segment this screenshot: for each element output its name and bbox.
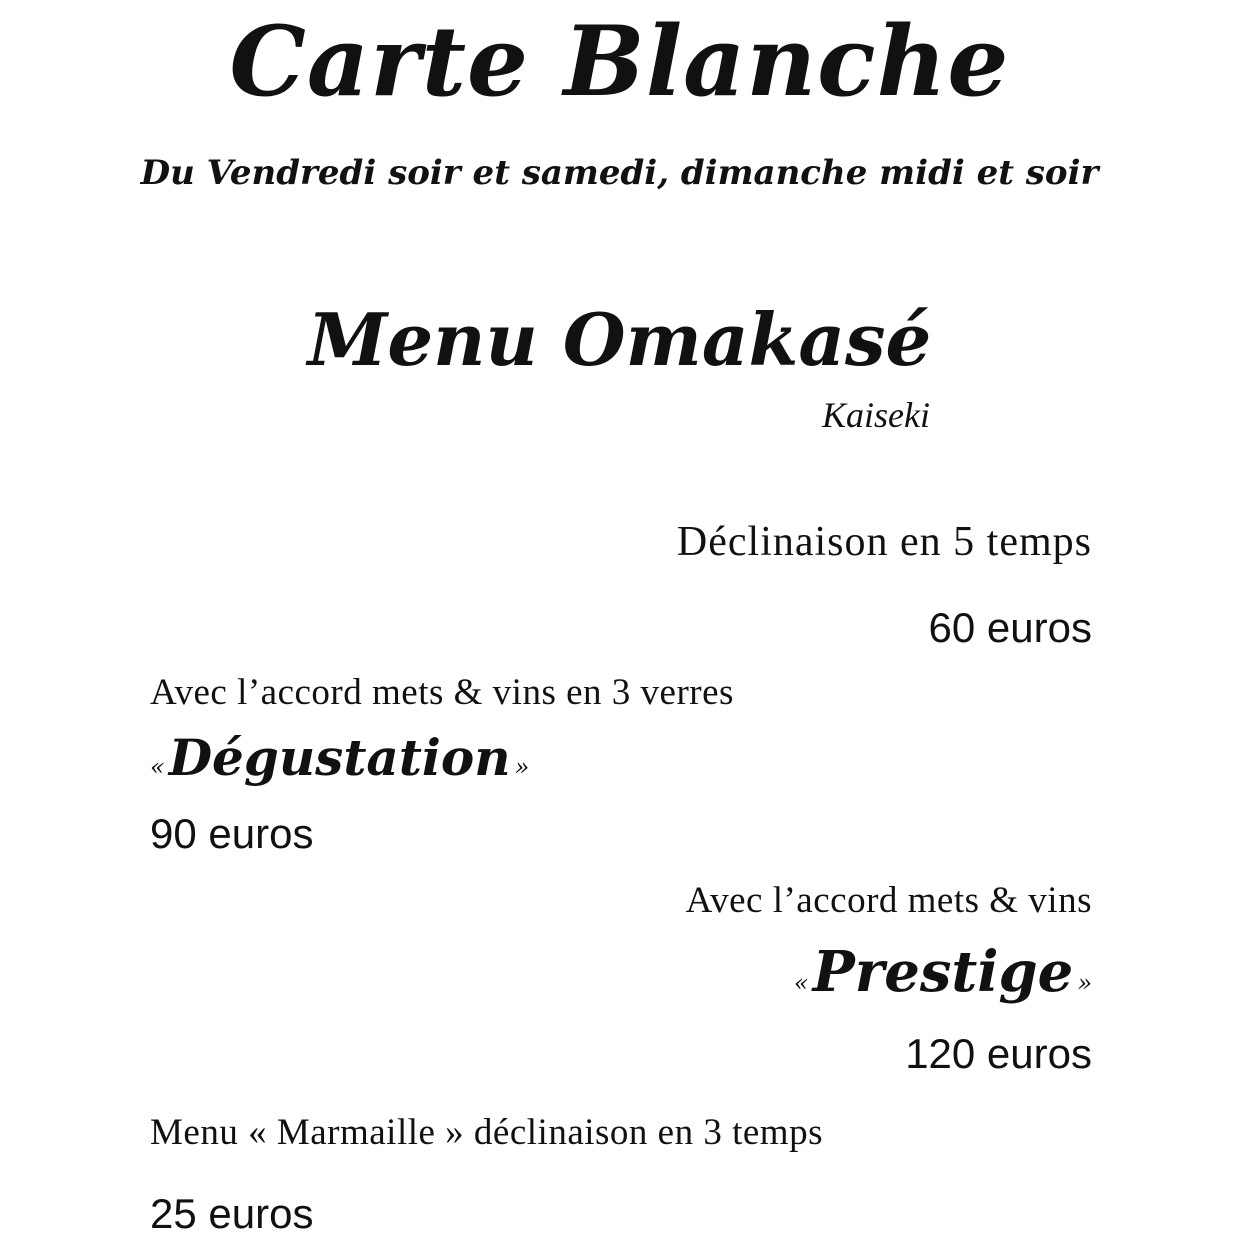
menu-subtitle: Kaiseki	[822, 395, 930, 435]
pairing-degustation-description: Avec l’accord mets & vins en 3 verres	[150, 672, 734, 713]
open-quote: «	[150, 753, 165, 781]
close-quote: »	[1077, 969, 1092, 997]
pairing-name-text: Prestige	[812, 939, 1074, 1005]
menu-price: 60 euros	[928, 604, 1092, 651]
kids-menu-description: Menu « Marmaille » déclinaison en 3 temps	[150, 1112, 823, 1153]
page-title: Carte Blanche	[229, 5, 1010, 118]
pairing-name-text: Dégustation	[168, 728, 511, 787]
kids-menu-price: 25 euros	[150, 1190, 314, 1237]
pairing-prestige-name	[794, 930, 1092, 1029]
pairing-prestige-price: 120 euros	[905, 1030, 1092, 1077]
pairing-degustation-price: 90 euros	[150, 810, 314, 857]
pairing-degustation-name	[150, 720, 529, 809]
pairing-prestige-description: Avec l’accord mets & vins	[685, 880, 1092, 921]
close-quote: »	[514, 753, 530, 781]
open-quote: «	[793, 969, 809, 997]
menu-courses: Déclinaison en 5 temps	[676, 519, 1092, 565]
menu-title: Menu Omakasé	[307, 297, 932, 382]
service-days: Du Vendredi soir et samedi, dimanche midi et soir	[140, 153, 1099, 193]
